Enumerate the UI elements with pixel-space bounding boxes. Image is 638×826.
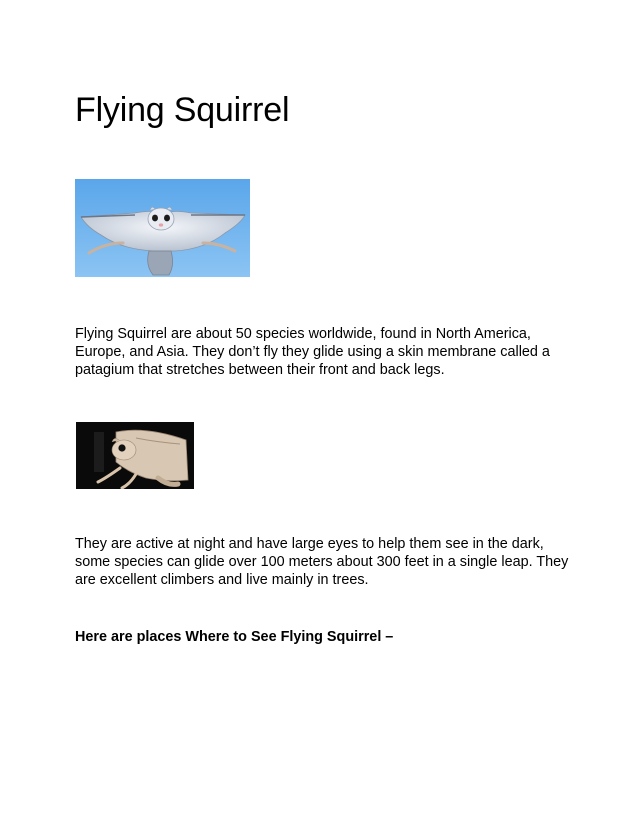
night-squirrel-illustration [76,422,194,489]
places-subheading: Here are places Where to See Flying Squirrel – [75,629,394,645]
page-title: Flying Squirrel [75,91,290,129]
gliding-squirrel-illustration [75,179,250,277]
night-glide-photo [76,422,194,489]
behavior-paragraph: They are active at night and have large eyes to help them see in the dark, some species can glide over 100 meters about 300 feet in a single leap. They are excellent climbers and live mainly in trees. [75,536,569,588]
gliding-squirrel-photo [75,179,250,277]
intro-paragraph: Flying Squirrel are about 50 species worldwide, found in North America, Europe, and Asia. They don’t fly they glide using a skin membrane called a patagium that stretches between their front and back legs. [75,326,550,378]
